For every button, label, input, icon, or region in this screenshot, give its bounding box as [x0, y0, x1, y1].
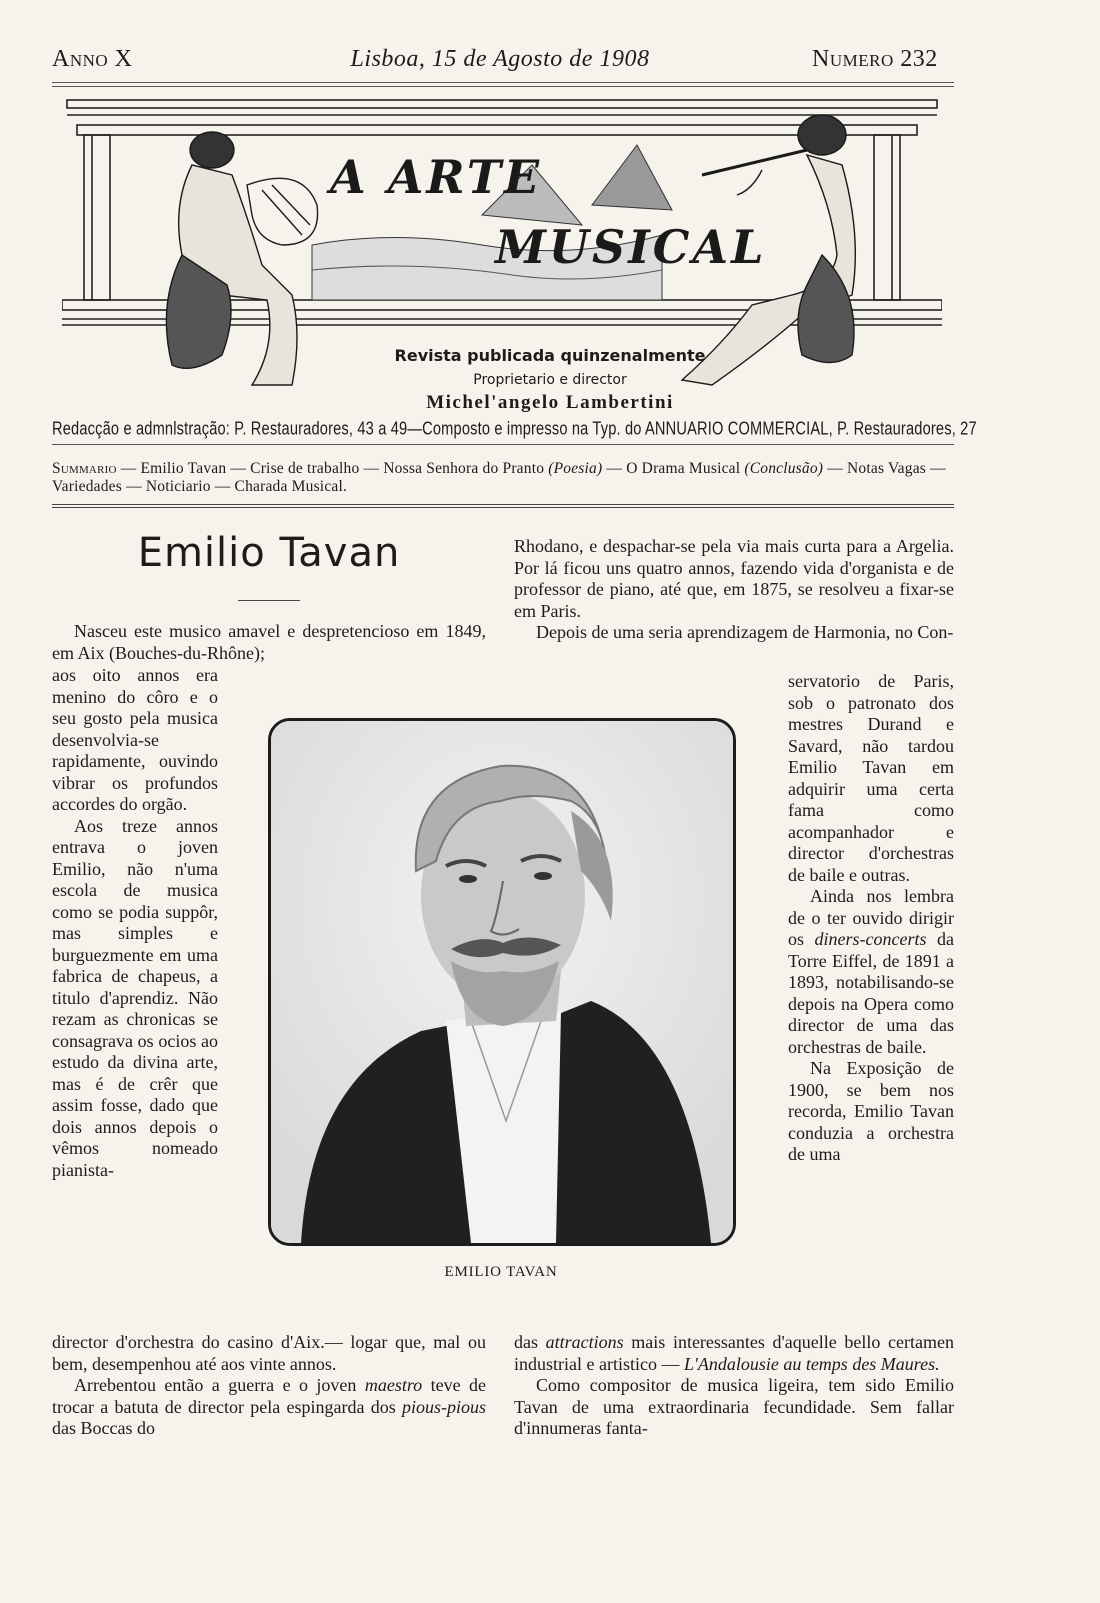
issue-number: Numero 232 — [812, 46, 938, 72]
paragraph-text: Arrebentou então a guerra e o joven maestro teve de trocar a batuta de director pela espingarda dos pious-pious das Boccas do — [52, 1375, 486, 1438]
rule — [52, 504, 954, 508]
issue-year: Anno X — [52, 46, 133, 72]
paragraph-text: Ainda nos lembra de o ter ouvido dirigir os diners-concerts da Torre Eiffel, de 1891 a 1893, notabilisando-se depois na Opera como director de uma das orchestras de baile. — [788, 886, 954, 1057]
issue-date: Lisboa, 15 de Agosto de 1908 — [350, 46, 650, 72]
masthead-subtitle: Revista publicada quinzenalmente — [394, 346, 706, 365]
title-rule — [238, 600, 300, 601]
article-paragraph — [52, 1332, 486, 1440]
admin-address: Redacção e admnlstração: P. Restauradores, 43 a 49—Composto e impresso na Typ. do ANNUARIO COMMERCIAL, P. Restauradores, 27 — [52, 418, 977, 439]
paragraph-text: Depois de uma seria aprendizagem de Harmonia, no Con- — [536, 622, 954, 642]
summary-text: — O Drama Musical — [602, 460, 745, 477]
article-paragraph — [514, 1332, 954, 1440]
paragraph-text: das attractions mais interessantes d'aquelle bello certamen industrial e artistico — L'Andalousie au temps des Maures. — [514, 1332, 954, 1374]
summary-text: — Notas Vagas — Variedades — Noticiario — Charada Musical. — [52, 460, 946, 495]
rule — [52, 444, 954, 445]
article-paragraph — [52, 621, 486, 664]
paragraph-text: director d'orchestra do casino d'Aix.— logar que, mal ou bem, desempenhou até aos vinte annos. — [52, 1332, 486, 1374]
article-paragraph — [514, 536, 954, 644]
paragraph-text: Na Exposição de 1900, se bem nos recorda, Emilio Tavan conduzia a orchestra de uma — [788, 1058, 954, 1164]
portrait-caption: EMILIO TAVAN — [444, 1264, 558, 1280]
rule — [52, 86, 954, 87]
summary — [52, 460, 957, 496]
paragraph-text: Rhodano, e despachar-se pela via mais curta para a Argelia. Por lá ficou uns quatro annos, fazendo vida d'organista e de professor de piano, até que, em 1875, se resolveu a fixar-se em Paris. — [514, 536, 954, 621]
masthead-title-line1: A ARTE — [330, 150, 543, 204]
masthead-title-line2: MUSICAL — [495, 220, 767, 274]
paragraph-text: Como compositor de musica ligeira, tem sido Emilio Tavan de uma extraordinaria fecundidade. Sem fallar d'innumeras fanta- — [514, 1375, 954, 1438]
paragraph-text: aos oito annos era menino do côro e o seu gosto pela musica desenvolvia-se rapidamente, ouvindo vibrar os profundos accordes do orgão. — [52, 665, 218, 814]
summary-poesia: (Poesia) — [548, 460, 603, 477]
rule — [52, 82, 954, 83]
paragraph-text: Aos treze annos entrava o joven Emilio, não n'uma escola de musica como se podia suppôr, mas simples e burguezmente em uma fabrica de chapeus, a titulo d'aprendiz. Não rezam as chronicas se consagrava os ocios ao estudo da divina arte, mas é de crêr que assim fosse, dado que dois annos depois o vêmos nomeado pianista- — [52, 815, 218, 1180]
paragraph-text: Nasceu este musico amavel e despretencioso em 1849, em Aix (Bouches-du-Rhône); — [52, 621, 486, 663]
portrait-photo — [268, 718, 736, 1246]
summary-conclusao: (Conclusão) — [744, 460, 824, 477]
summary-label: Summario — [52, 460, 117, 477]
masthead-director: Michel'angelo Lambertini — [426, 392, 674, 413]
masthead-role: Proprietario e director — [473, 372, 627, 388]
article-title: Emilio Tavan — [137, 530, 401, 576]
summary-text: — Emilio Tavan — Crise de trabalho — Nossa Senhora do Pranto — [116, 460, 549, 477]
paragraph-text: servatorio de Paris, sob o patronato dos mestres Durand e Savard, não tardou Emilio Tavan em adquirir uma certa fama como acompanhador e director d'orchestras de baile e outras. — [788, 671, 954, 885]
article-narrow-column-left — [52, 665, 218, 1181]
article-narrow-column-right — [788, 671, 954, 1166]
